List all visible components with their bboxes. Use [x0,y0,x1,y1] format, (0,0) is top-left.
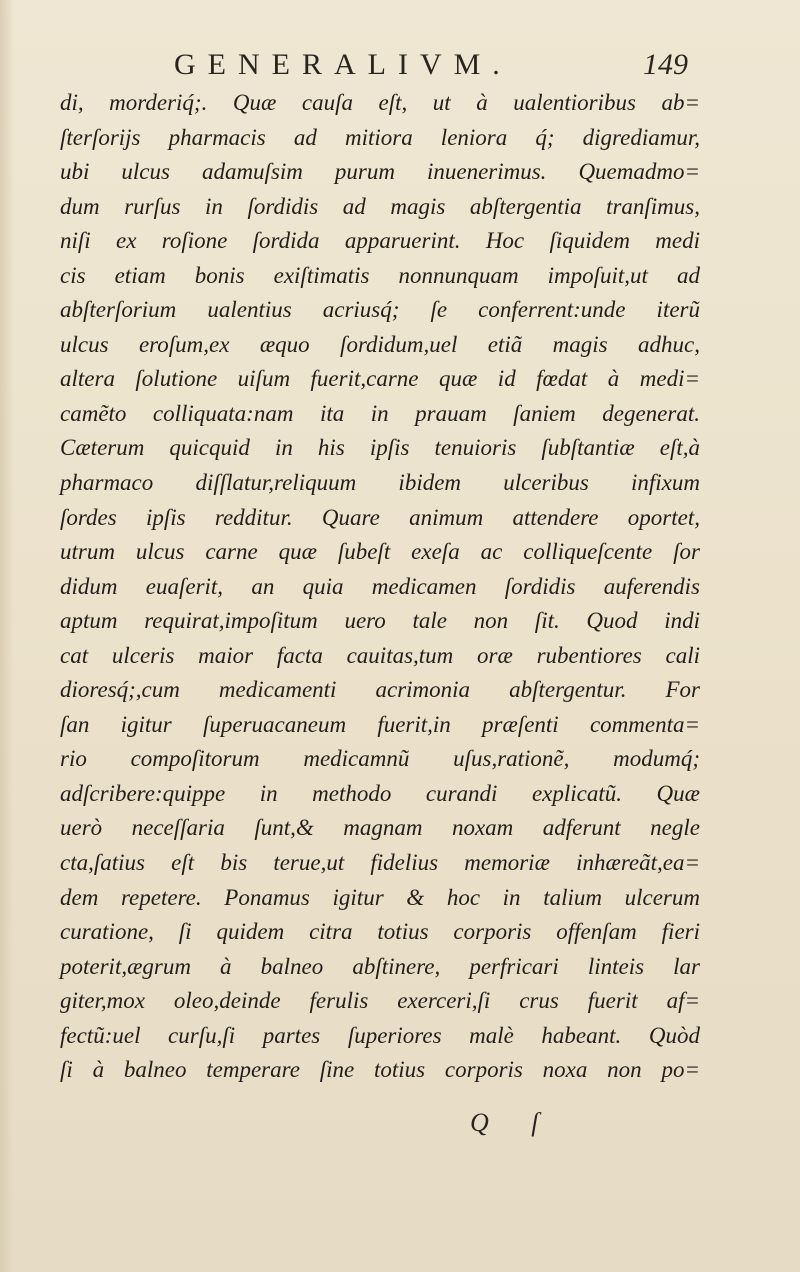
running-title: GENERALIVM. [174,48,512,81]
text-line: niſi ex roſione ſordida apparuerint. Hoc ſiquidem medi [60,228,700,254]
text-line: cat ulceris maior facta cauitas,tum oræ rubentiores cali [60,642,700,668]
text-line: Cæterum quicquid in his ipſis tenuioris ſubſtantiæ eſt,à [60,435,700,461]
text-line: didum euaſerit, an quia medicamen ſordidis auferendis [60,573,700,599]
text-line: ulcus eroſum,ex æquo ſordidum,uel etiã magis adhuc, [60,331,700,357]
text-line: curatione, ſi quidem citra totius corporis offenſam fieri [60,919,700,945]
text-line: cis etiam bonis exiſtimatis nonnunquam impoſuit,ut ad [60,262,700,288]
text-line: camẽto colliquata:nam ita in prauam ſaniem degenerat. [60,400,700,426]
text-line: rio compoſitorum medicamnũ uſus,rationẽ, modumq́; [60,746,700,772]
text-line: poterit,ægrum à balneo abſtinere, perfricari linteis lar [60,953,700,979]
text-line: di, morderiq́;. Quæ cauſa eſt, ut à ualentioribus ab= [60,90,700,115]
text-line: dem repetere. Ponamus igitur & hoc in talium ulcerum [60,884,700,910]
text-line: ubi ulcus adamuſsim purum inuenerimus. Quemadmo= [60,159,700,185]
text-line: abſterſorium ualentius acriusq́; ſe conferrent:unde iterũ [60,297,700,323]
text-line: adſcribere:quippe in methodo curandi explicatũ. Quæ [60,780,700,806]
text-line: dioresq́;,cum medicamenti acrimonia abſtergentur. For [60,677,700,703]
text-line: utrum ulcus carne quæ ſubeſt exeſa ac colliqueſcente ſor [60,539,700,565]
catchword-signature: Q ſ [470,1108,557,1137]
text-line: altera ſolutione uiſum fuerit,carne quæ id fœdat à medi= [60,366,700,392]
text-line: ſterſorijs pharmacis ad mitiora leniora q́; digrediamur, [60,124,700,150]
text-line: fectũ:uel curſu,ſi partes ſuperiores malè habeant. Quòd [60,1022,700,1048]
body-text [60,86,700,1088]
text-line: dum rurſus in ſordidis ad magis abſtergentia tranſimus, [60,193,700,219]
running-head [60,42,688,82]
text-line: uerò neceſſaria ſunt,& magnam noxam adferunt negle [60,815,700,841]
text-line: pharmaco diſſlatur,reliquum ibidem ulceribus infixum [60,470,700,496]
text-line: cta,ſatius eſt bis terue,ut fidelius memoriæ inhæreãt,ea= [60,850,700,876]
text-line: aptum requirat,impoſitum uero tale non ſit. Quod indi [60,608,700,634]
page-number: 149 [643,48,688,81]
text-line: ſan igitur ſuperuacaneum fuerit,in præſenti commenta= [60,711,700,737]
text-line: ſordes ipſis redditur. Quare animum attendere oportet, [60,504,700,530]
text-line: ſi à balneo temperare ſine totius corporis noxa non po= [60,1057,700,1083]
text-line: giter,mox oleo,deinde ferulis exerceri,ſi crus fuerit af= [60,988,700,1014]
